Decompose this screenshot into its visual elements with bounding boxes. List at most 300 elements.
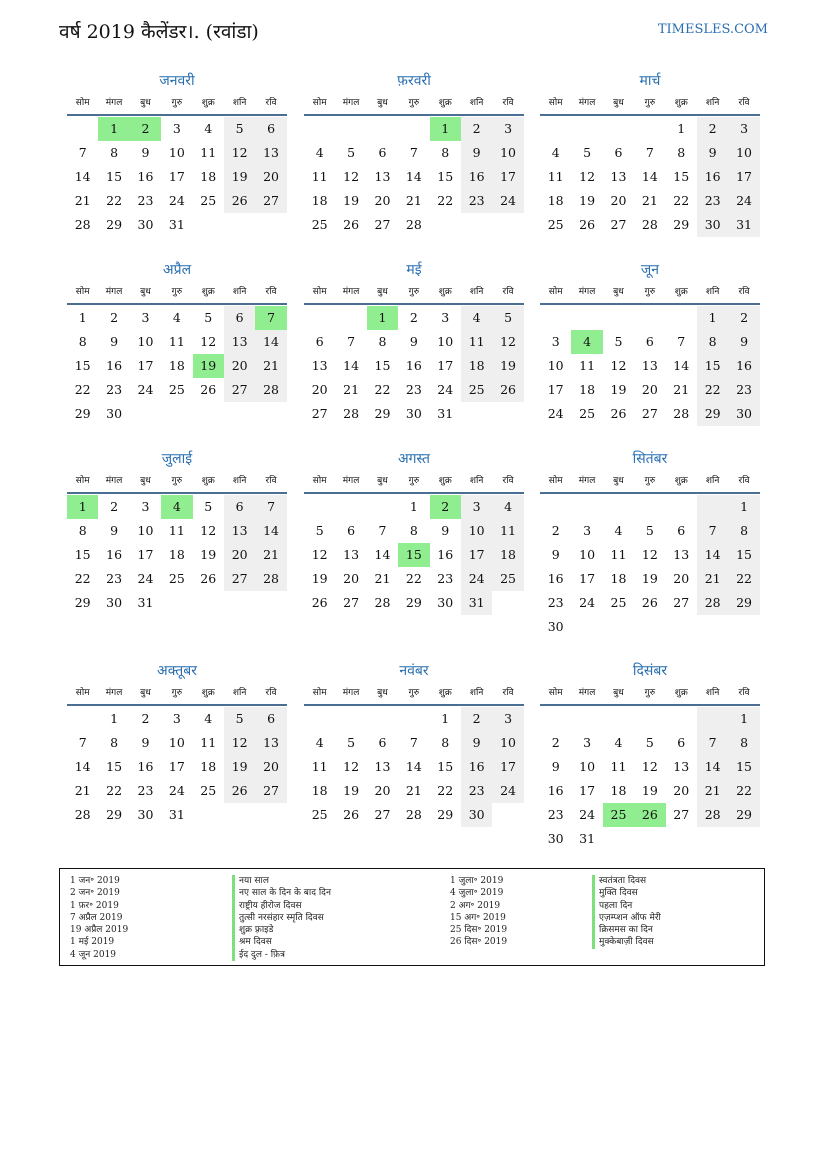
day-cell[interactable]: 15 bbox=[398, 543, 429, 567]
day-cell[interactable]: 14 bbox=[255, 519, 286, 543]
day-cell[interactable]: 16 bbox=[547, 571, 564, 586]
day-cell[interactable]: 9 bbox=[441, 523, 450, 538]
day-cell[interactable]: 3 bbox=[141, 499, 150, 514]
day-cell[interactable]: 19 bbox=[200, 547, 217, 562]
day-cell[interactable]: 26 bbox=[200, 382, 217, 397]
day-cell[interactable]: 20 bbox=[255, 755, 286, 779]
day-cell[interactable]: 14 bbox=[374, 547, 391, 562]
day-cell[interactable]: 11 bbox=[610, 547, 627, 562]
day-cell[interactable]: 26 bbox=[343, 217, 360, 232]
day-cell[interactable]: 30 bbox=[137, 807, 154, 822]
day-cell[interactable]: 11 bbox=[311, 169, 328, 184]
day-cell[interactable]: 1 bbox=[98, 117, 129, 141]
day-cell[interactable]: 23 bbox=[137, 193, 154, 208]
day-cell[interactable]: 9 bbox=[110, 523, 119, 538]
day-cell[interactable]: 18 bbox=[547, 193, 564, 208]
day-cell[interactable]: 25 bbox=[610, 595, 627, 610]
day-cell[interactable]: 19 bbox=[610, 382, 627, 397]
day-cell[interactable]: 17 bbox=[579, 571, 596, 586]
day-cell[interactable]: 21 bbox=[255, 543, 286, 567]
day-cell[interactable]: 24 bbox=[137, 571, 154, 586]
day-cell[interactable]: 10 bbox=[492, 141, 523, 165]
day-cell[interactable]: 4 bbox=[315, 145, 324, 160]
day-cell[interactable]: 14 bbox=[697, 755, 728, 779]
day-cell[interactable]: 29 bbox=[437, 807, 454, 822]
day-cell[interactable]: 27 bbox=[224, 567, 255, 591]
day-cell[interactable]: 23 bbox=[405, 382, 422, 397]
day-cell[interactable]: 19 bbox=[641, 783, 658, 798]
day-cell[interactable]: 19 bbox=[224, 165, 255, 189]
day-cell[interactable]: 30 bbox=[547, 831, 564, 846]
day-cell[interactable]: 14 bbox=[255, 330, 286, 354]
day-cell[interactable]: 26 bbox=[200, 571, 217, 586]
day-cell[interactable]: 18 bbox=[311, 193, 328, 208]
day-cell[interactable]: 5 bbox=[583, 145, 592, 160]
day-cell[interactable]: 19 bbox=[343, 193, 360, 208]
day-cell[interactable]: 1 bbox=[367, 306, 398, 330]
day-cell[interactable]: 22 bbox=[728, 779, 759, 803]
day-cell[interactable]: 11 bbox=[579, 358, 596, 373]
day-cell[interactable]: 4 bbox=[204, 711, 213, 726]
day-cell[interactable]: 6 bbox=[378, 735, 387, 750]
day-cell[interactable]: 12 bbox=[641, 759, 658, 774]
day-cell[interactable]: 23 bbox=[547, 595, 564, 610]
day-cell[interactable]: 11 bbox=[168, 523, 185, 538]
day-cell[interactable]: 22 bbox=[673, 193, 690, 208]
day-cell[interactable]: 20 bbox=[255, 165, 286, 189]
day-cell[interactable]: 28 bbox=[697, 803, 728, 827]
day-cell[interactable]: 3 bbox=[461, 495, 492, 519]
day-cell[interactable]: 13 bbox=[374, 759, 391, 774]
day-cell[interactable]: 31 bbox=[168, 807, 185, 822]
day-cell[interactable]: 7 bbox=[697, 519, 728, 543]
day-cell[interactable]: 22 bbox=[405, 571, 422, 586]
day-cell[interactable]: 16 bbox=[405, 358, 422, 373]
day-cell[interactable]: 27 bbox=[610, 217, 627, 232]
day-cell[interactable]: 31 bbox=[437, 406, 454, 421]
day-cell[interactable]: 17 bbox=[492, 165, 523, 189]
day-cell[interactable]: 28 bbox=[374, 595, 391, 610]
day-cell[interactable]: 25 bbox=[579, 406, 596, 421]
day-cell[interactable]: 14 bbox=[405, 759, 422, 774]
day-cell[interactable]: 14 bbox=[697, 543, 728, 567]
day-cell[interactable]: 6 bbox=[224, 495, 255, 519]
day-cell[interactable]: 29 bbox=[106, 217, 123, 232]
day-cell[interactable]: 24 bbox=[579, 595, 596, 610]
day-cell[interactable]: 18 bbox=[168, 547, 185, 562]
day-cell[interactable]: 28 bbox=[255, 378, 286, 402]
day-cell[interactable]: 20 bbox=[673, 571, 690, 586]
day-cell[interactable]: 15 bbox=[74, 547, 91, 562]
day-cell[interactable]: 15 bbox=[437, 759, 454, 774]
day-cell[interactable]: 30 bbox=[437, 595, 454, 610]
day-cell[interactable]: 8 bbox=[78, 523, 87, 538]
day-cell[interactable]: 25 bbox=[547, 217, 564, 232]
day-cell[interactable]: 11 bbox=[547, 169, 564, 184]
day-cell[interactable]: 10 bbox=[137, 523, 154, 538]
day-cell[interactable]: 1 bbox=[78, 310, 87, 325]
day-cell[interactable]: 9 bbox=[110, 334, 119, 349]
day-cell[interactable]: 8 bbox=[728, 731, 759, 755]
day-cell[interactable]: 7 bbox=[255, 495, 286, 519]
day-cell[interactable]: 9 bbox=[551, 759, 560, 774]
day-cell[interactable]: 5 bbox=[645, 523, 654, 538]
day-cell[interactable]: 11 bbox=[311, 759, 328, 774]
day-cell[interactable]: 2 bbox=[130, 117, 161, 141]
day-cell[interactable]: 29 bbox=[728, 803, 759, 827]
day-cell[interactable]: 24 bbox=[168, 193, 185, 208]
day-cell[interactable]: 17 bbox=[547, 382, 564, 397]
day-cell[interactable]: 21 bbox=[255, 354, 286, 378]
day-cell[interactable]: 15 bbox=[728, 543, 759, 567]
day-cell[interactable]: 29 bbox=[74, 595, 91, 610]
day-cell[interactable]: 6 bbox=[677, 735, 686, 750]
day-cell[interactable]: 20 bbox=[673, 783, 690, 798]
day-cell[interactable]: 24 bbox=[461, 567, 492, 591]
day-cell[interactable]: 18 bbox=[610, 783, 627, 798]
day-cell[interactable]: 9 bbox=[409, 334, 418, 349]
day-cell[interactable]: 19 bbox=[579, 193, 596, 208]
day-cell[interactable]: 24 bbox=[492, 189, 523, 213]
day-cell[interactable]: 10 bbox=[492, 731, 523, 755]
day-cell[interactable]: 4 bbox=[461, 306, 492, 330]
day-cell[interactable]: 4 bbox=[614, 735, 623, 750]
day-cell[interactable]: 8 bbox=[378, 334, 387, 349]
day-cell[interactable]: 21 bbox=[74, 783, 91, 798]
day-cell[interactable]: 18 bbox=[610, 571, 627, 586]
day-cell[interactable]: 9 bbox=[141, 145, 150, 160]
day-cell[interactable]: 21 bbox=[405, 193, 422, 208]
day-cell[interactable]: 10 bbox=[579, 759, 596, 774]
day-cell[interactable]: 18 bbox=[579, 382, 596, 397]
day-cell[interactable]: 28 bbox=[405, 807, 422, 822]
day-cell[interactable]: 7 bbox=[378, 523, 387, 538]
day-cell[interactable]: 5 bbox=[645, 735, 654, 750]
day-cell[interactable]: 25 bbox=[492, 567, 523, 591]
day-cell[interactable]: 7 bbox=[409, 145, 418, 160]
day-cell[interactable]: 9 bbox=[461, 731, 492, 755]
day-cell[interactable]: 4 bbox=[551, 145, 560, 160]
day-cell[interactable]: 18 bbox=[311, 783, 328, 798]
day-cell[interactable]: 2 bbox=[728, 306, 759, 330]
day-cell[interactable]: 17 bbox=[168, 169, 185, 184]
day-cell[interactable]: 26 bbox=[579, 217, 596, 232]
day-cell[interactable]: 14 bbox=[405, 169, 422, 184]
day-cell[interactable]: 30 bbox=[697, 213, 728, 237]
day-cell[interactable]: 6 bbox=[677, 523, 686, 538]
day-cell[interactable]: 7 bbox=[677, 334, 686, 349]
day-cell[interactable]: 21 bbox=[343, 382, 360, 397]
day-cell[interactable]: 24 bbox=[437, 382, 454, 397]
day-cell[interactable]: 23 bbox=[106, 571, 123, 586]
day-cell[interactable]: 1 bbox=[728, 495, 759, 519]
day-cell[interactable]: 20 bbox=[374, 193, 391, 208]
day-cell[interactable]: 17 bbox=[137, 547, 154, 562]
day-cell[interactable]: 20 bbox=[224, 543, 255, 567]
day-cell[interactable]: 1 bbox=[430, 117, 461, 141]
day-cell[interactable]: 26 bbox=[492, 378, 523, 402]
day-cell[interactable]: 5 bbox=[347, 145, 356, 160]
day-cell[interactable]: 27 bbox=[255, 779, 286, 803]
day-cell[interactable]: 13 bbox=[224, 330, 255, 354]
day-cell[interactable]: 10 bbox=[579, 547, 596, 562]
day-cell[interactable]: 30 bbox=[405, 406, 422, 421]
day-cell[interactable]: 16 bbox=[106, 358, 123, 373]
day-cell[interactable]: 27 bbox=[255, 189, 286, 213]
day-cell[interactable]: 27 bbox=[673, 595, 690, 610]
day-cell[interactable]: 17 bbox=[728, 165, 759, 189]
day-cell[interactable]: 14 bbox=[641, 169, 658, 184]
day-cell[interactable]: 10 bbox=[137, 334, 154, 349]
day-cell[interactable]: 29 bbox=[106, 807, 123, 822]
day-cell[interactable]: 12 bbox=[200, 334, 217, 349]
day-cell[interactable]: 1 bbox=[409, 499, 418, 514]
day-cell[interactable]: 30 bbox=[728, 402, 759, 426]
day-cell[interactable]: 4 bbox=[614, 523, 623, 538]
day-cell[interactable]: 21 bbox=[405, 783, 422, 798]
day-cell[interactable]: 25 bbox=[200, 193, 217, 208]
day-cell[interactable]: 8 bbox=[110, 735, 119, 750]
day-cell[interactable]: 13 bbox=[641, 358, 658, 373]
day-cell[interactable]: 19 bbox=[492, 354, 523, 378]
day-cell[interactable]: 30 bbox=[137, 217, 154, 232]
day-cell[interactable]: 26 bbox=[610, 406, 627, 421]
day-cell[interactable]: 16 bbox=[437, 547, 454, 562]
day-cell[interactable]: 27 bbox=[641, 406, 658, 421]
day-cell[interactable]: 28 bbox=[697, 591, 728, 615]
day-cell[interactable]: 2 bbox=[409, 310, 418, 325]
day-cell[interactable]: 9 bbox=[697, 141, 728, 165]
day-cell[interactable]: 10 bbox=[461, 519, 492, 543]
day-cell[interactable]: 19 bbox=[193, 354, 224, 378]
day-cell[interactable]: 28 bbox=[74, 807, 91, 822]
day-cell[interactable]: 17 bbox=[579, 783, 596, 798]
day-cell[interactable]: 1 bbox=[697, 306, 728, 330]
day-cell[interactable]: 3 bbox=[583, 735, 592, 750]
day-cell[interactable]: 26 bbox=[311, 595, 328, 610]
day-cell[interactable]: 18 bbox=[492, 543, 523, 567]
day-cell[interactable]: 7 bbox=[255, 306, 286, 330]
day-cell[interactable]: 11 bbox=[200, 735, 217, 750]
day-cell[interactable]: 8 bbox=[728, 519, 759, 543]
day-cell[interactable]: 6 bbox=[255, 707, 286, 731]
day-cell[interactable]: 28 bbox=[255, 567, 286, 591]
day-cell[interactable]: 10 bbox=[437, 334, 454, 349]
day-cell[interactable]: 12 bbox=[610, 358, 627, 373]
day-cell[interactable]: 31 bbox=[168, 217, 185, 232]
day-cell[interactable]: 20 bbox=[641, 382, 658, 397]
day-cell[interactable]: 22 bbox=[728, 567, 759, 591]
day-cell[interactable]: 17 bbox=[168, 759, 185, 774]
day-cell[interactable]: 16 bbox=[461, 755, 492, 779]
day-cell[interactable]: 5 bbox=[315, 523, 324, 538]
day-cell[interactable]: 27 bbox=[374, 217, 391, 232]
day-cell[interactable]: 1 bbox=[67, 495, 98, 519]
day-cell[interactable]: 14 bbox=[74, 759, 91, 774]
day-cell[interactable]: 3 bbox=[172, 121, 181, 136]
day-cell[interactable]: 5 bbox=[204, 310, 213, 325]
day-cell[interactable]: 10 bbox=[728, 141, 759, 165]
day-cell[interactable]: 15 bbox=[697, 354, 728, 378]
day-cell[interactable]: 28 bbox=[74, 217, 91, 232]
day-cell[interactable]: 8 bbox=[409, 523, 418, 538]
day-cell[interactable]: 24 bbox=[579, 807, 596, 822]
site-link[interactable]: TIMESLES.COM bbox=[657, 22, 768, 37]
day-cell[interactable]: 12 bbox=[343, 759, 360, 774]
day-cell[interactable]: 13 bbox=[255, 141, 286, 165]
day-cell[interactable]: 22 bbox=[106, 193, 123, 208]
day-cell[interactable]: 9 bbox=[141, 735, 150, 750]
day-cell[interactable]: 8 bbox=[78, 334, 87, 349]
day-cell[interactable]: 2 bbox=[551, 735, 560, 750]
day-cell[interactable]: 21 bbox=[74, 193, 91, 208]
day-cell[interactable]: 12 bbox=[579, 169, 596, 184]
day-cell[interactable]: 16 bbox=[137, 759, 154, 774]
day-cell[interactable]: 11 bbox=[168, 334, 185, 349]
day-cell[interactable]: 3 bbox=[141, 310, 150, 325]
day-cell[interactable]: 23 bbox=[106, 382, 123, 397]
day-cell[interactable]: 7 bbox=[78, 145, 87, 160]
day-cell[interactable]: 13 bbox=[255, 731, 286, 755]
day-cell[interactable]: 15 bbox=[74, 358, 91, 373]
day-cell[interactable]: 3 bbox=[441, 310, 450, 325]
day-cell[interactable]: 3 bbox=[583, 523, 592, 538]
day-cell[interactable]: 18 bbox=[200, 169, 217, 184]
day-cell[interactable]: 19 bbox=[224, 755, 255, 779]
day-cell[interactable]: 3 bbox=[551, 334, 560, 349]
day-cell[interactable]: 2 bbox=[430, 495, 461, 519]
day-cell[interactable]: 23 bbox=[437, 571, 454, 586]
day-cell[interactable]: 7 bbox=[78, 735, 87, 750]
day-cell[interactable]: 27 bbox=[224, 378, 255, 402]
day-cell[interactable]: 2 bbox=[461, 117, 492, 141]
day-cell[interactable]: 1 bbox=[677, 121, 686, 136]
day-cell[interactable]: 4 bbox=[161, 495, 192, 519]
day-cell[interactable]: 9 bbox=[728, 330, 759, 354]
day-cell[interactable]: 1 bbox=[110, 711, 119, 726]
day-cell[interactable]: 25 bbox=[168, 382, 185, 397]
day-cell[interactable]: 29 bbox=[697, 402, 728, 426]
day-cell[interactable]: 22 bbox=[74, 382, 91, 397]
day-cell[interactable]: 2 bbox=[141, 711, 150, 726]
day-cell[interactable]: 15 bbox=[728, 755, 759, 779]
day-cell[interactable]: 21 bbox=[697, 567, 728, 591]
day-cell[interactable]: 17 bbox=[492, 755, 523, 779]
day-cell[interactable]: 5 bbox=[614, 334, 623, 349]
day-cell[interactable]: 17 bbox=[137, 358, 154, 373]
day-cell[interactable]: 7 bbox=[409, 735, 418, 750]
day-cell[interactable]: 25 bbox=[311, 807, 328, 822]
day-cell[interactable]: 18 bbox=[461, 354, 492, 378]
day-cell[interactable]: 14 bbox=[343, 358, 360, 373]
day-cell[interactable]: 15 bbox=[374, 358, 391, 373]
day-cell[interactable]: 19 bbox=[311, 571, 328, 586]
day-cell[interactable]: 17 bbox=[461, 543, 492, 567]
day-cell[interactable]: 4 bbox=[172, 310, 181, 325]
day-cell[interactable]: 5 bbox=[224, 707, 255, 731]
day-cell[interactable]: 6 bbox=[347, 523, 356, 538]
day-cell[interactable]: 10 bbox=[547, 358, 564, 373]
day-cell[interactable]: 23 bbox=[461, 779, 492, 803]
day-cell[interactable]: 9 bbox=[461, 141, 492, 165]
day-cell[interactable]: 26 bbox=[224, 779, 255, 803]
day-cell[interactable]: 14 bbox=[673, 358, 690, 373]
day-cell[interactable]: 17 bbox=[437, 358, 454, 373]
day-cell[interactable]: 13 bbox=[673, 759, 690, 774]
day-cell[interactable]: 16 bbox=[461, 165, 492, 189]
day-cell[interactable]: 3 bbox=[492, 117, 523, 141]
day-cell[interactable]: 26 bbox=[224, 189, 255, 213]
day-cell[interactable]: 24 bbox=[137, 382, 154, 397]
day-cell[interactable]: 1 bbox=[728, 707, 759, 731]
day-cell[interactable]: 15 bbox=[673, 169, 690, 184]
day-cell[interactable]: 13 bbox=[673, 547, 690, 562]
day-cell[interactable]: 8 bbox=[441, 145, 450, 160]
day-cell[interactable]: 28 bbox=[405, 217, 422, 232]
day-cell[interactable]: 4 bbox=[204, 121, 213, 136]
day-cell[interactable]: 27 bbox=[343, 595, 360, 610]
day-cell[interactable]: 7 bbox=[347, 334, 356, 349]
day-cell[interactable]: 5 bbox=[347, 735, 356, 750]
day-cell[interactable]: 23 bbox=[461, 189, 492, 213]
day-cell[interactable]: 7 bbox=[697, 731, 728, 755]
day-cell[interactable]: 20 bbox=[311, 382, 328, 397]
day-cell[interactable]: 26 bbox=[634, 803, 665, 827]
day-cell[interactable]: 13 bbox=[343, 547, 360, 562]
day-cell[interactable]: 2 bbox=[551, 523, 560, 538]
day-cell[interactable]: 13 bbox=[610, 169, 627, 184]
day-cell[interactable]: 4 bbox=[492, 495, 523, 519]
day-cell[interactable]: 27 bbox=[374, 807, 391, 822]
day-cell[interactable]: 6 bbox=[614, 145, 623, 160]
day-cell[interactable]: 27 bbox=[311, 406, 328, 421]
day-cell[interactable]: 12 bbox=[343, 169, 360, 184]
day-cell[interactable]: 19 bbox=[343, 783, 360, 798]
day-cell[interactable]: 30 bbox=[547, 619, 564, 634]
day-cell[interactable]: 16 bbox=[547, 783, 564, 798]
day-cell[interactable]: 8 bbox=[441, 735, 450, 750]
day-cell[interactable]: 11 bbox=[492, 519, 523, 543]
day-cell[interactable]: 23 bbox=[137, 783, 154, 798]
day-cell[interactable]: 13 bbox=[224, 519, 255, 543]
day-cell[interactable]: 21 bbox=[641, 193, 658, 208]
day-cell[interactable]: 6 bbox=[378, 145, 387, 160]
day-cell[interactable]: 24 bbox=[728, 189, 759, 213]
day-cell[interactable]: 16 bbox=[728, 354, 759, 378]
day-cell[interactable]: 30 bbox=[106, 595, 123, 610]
day-cell[interactable]: 18 bbox=[168, 358, 185, 373]
day-cell[interactable]: 1 bbox=[441, 711, 450, 726]
day-cell[interactable]: 6 bbox=[645, 334, 654, 349]
day-cell[interactable]: 15 bbox=[106, 169, 123, 184]
day-cell[interactable]: 11 bbox=[610, 759, 627, 774]
day-cell[interactable]: 29 bbox=[673, 217, 690, 232]
day-cell[interactable]: 7 bbox=[645, 145, 654, 160]
day-cell[interactable]: 6 bbox=[255, 117, 286, 141]
day-cell[interactable]: 3 bbox=[492, 707, 523, 731]
day-cell[interactable]: 23 bbox=[547, 807, 564, 822]
day-cell[interactable]: 31 bbox=[728, 213, 759, 237]
day-cell[interactable]: 20 bbox=[343, 571, 360, 586]
day-cell[interactable]: 26 bbox=[641, 595, 658, 610]
day-cell[interactable]: 21 bbox=[697, 779, 728, 803]
day-cell[interactable]: 2 bbox=[110, 310, 119, 325]
day-cell[interactable]: 16 bbox=[106, 547, 123, 562]
day-cell[interactable]: 24 bbox=[547, 406, 564, 421]
day-cell[interactable]: 15 bbox=[437, 169, 454, 184]
day-cell[interactable]: 12 bbox=[200, 523, 217, 538]
day-cell[interactable]: 28 bbox=[343, 406, 360, 421]
